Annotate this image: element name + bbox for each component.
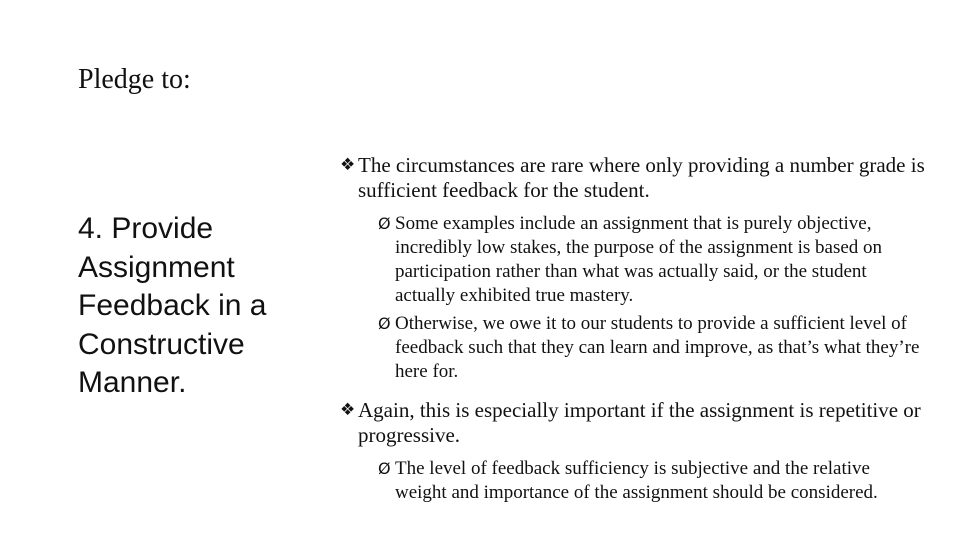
bullet-list	[340, 153, 940, 505]
left-heading: 4. Provide Assignment Feedback in a Constructive Manner.	[78, 212, 267, 399]
diamond-bullet-icon: ❖	[340, 400, 356, 420]
slide-title: Pledge to:	[78, 64, 191, 95]
sub-bullet-text: Otherwise, we owe it to our students to provide a sufficient level of feedback such that they can learn and improve, as that’s what they’re here for.	[395, 313, 920, 382]
arrow-bullet-icon: Ø	[378, 314, 391, 333]
bullet-text: Again, this is especially important if the assignment is repetitive or progressive.	[358, 398, 921, 447]
sub-bullet-text: The level of feedback sufficiency is subjective and the relative weight and importance of the assignment should be considered.	[395, 458, 878, 503]
sub-bullet-item	[378, 457, 925, 505]
bullet-item	[340, 153, 940, 203]
sub-bullet-item	[378, 212, 925, 308]
bullet-item	[340, 398, 940, 448]
bullet-text: The circumstances are rare where only providing a number grade is sufficient feedback for the student.	[358, 153, 925, 202]
arrow-bullet-icon: Ø	[378, 459, 391, 478]
sub-bullet-item	[378, 312, 925, 384]
diamond-bullet-icon: ❖	[340, 155, 356, 175]
sub-bullet-text: Some examples include an assignment that is purely objective, incredibly low stakes, the purpose of the assignment is based on participation rather than what was actually said, or the student actually exhibited true mastery.	[395, 213, 883, 306]
arrow-bullet-icon: Ø	[378, 214, 391, 233]
